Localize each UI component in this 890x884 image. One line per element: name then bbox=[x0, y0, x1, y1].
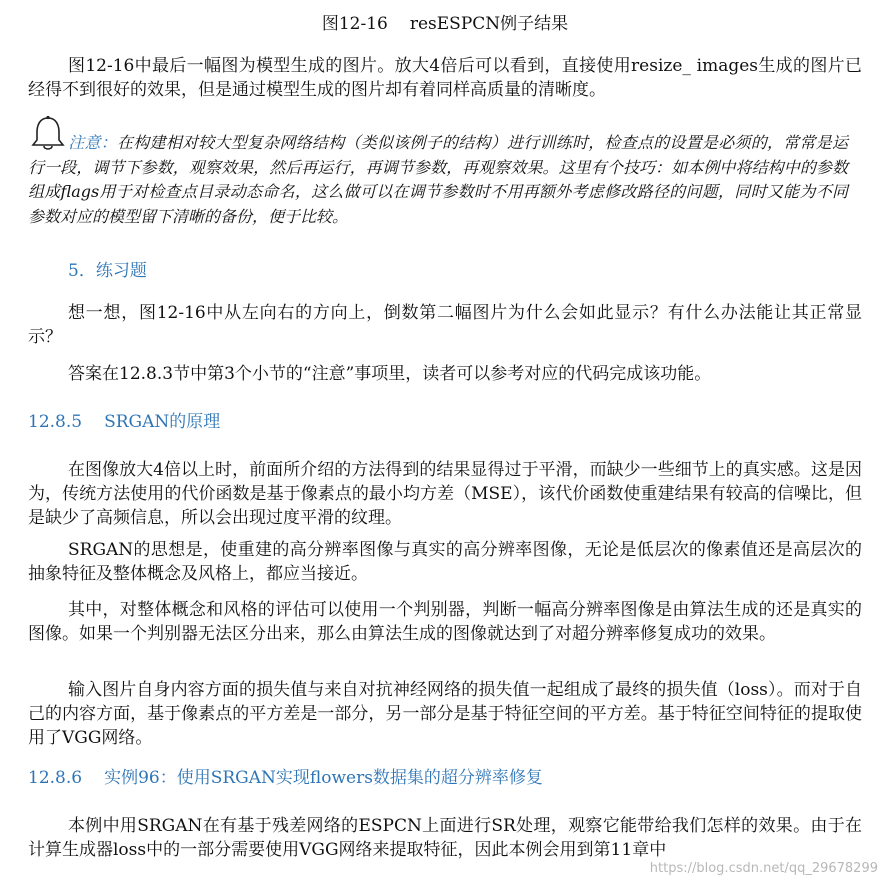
section-number: 12.8.6 bbox=[28, 768, 83, 788]
paragraph-srgan-motivation: 在图像放大4倍以上时，前面所介绍的方法得到的结果显得过于平滑，而缺少一些细节上的真实感。这是因为，传统方法使用的代价函数是基于像素点的最小均方差（MSE），该代价函数使重建结果有较高的信噪比，但是缺少了高频信息，所以会出现过度平滑的纹理。 bbox=[28, 460, 862, 528]
paragraph-loss: 输入图片自身内容方面的损失值与来自对抗神经网络的损失值一起组成了最终的损失值（loss）。而对于自己的内容方面，基于像素点的平方差是一部分，另一部分是基于特征空间的平方差。基于特征空间特征的提取使用了VGG网络。 bbox=[28, 680, 862, 748]
section-heading-example96 bbox=[28, 766, 543, 790]
exercise-heading: 5．练习题 bbox=[68, 261, 147, 281]
paragraph-discriminator: 其中，对整体概念和风格的评估可以使用一个判别器，判断一幅高分辨率图像是由算法生成的还是真实的图像。如果一个判别器无法区分出来，那么由算法生成的图像就达到了对超分辨率修复成功的效果。 bbox=[28, 600, 862, 644]
section-title: SRGAN的原理 bbox=[104, 412, 221, 432]
note-box bbox=[28, 114, 848, 229]
paragraph-example96-intro: 本例中用SRGAN在有基于残差网络的ESPCN上面进行SR处理，观察它能带给我们怎样的效果。由于在计算生成器loss中的一部分需要使用VGG网络来提取特征，因此本例会用到第11章中 bbox=[28, 816, 862, 860]
paragraph-srgan-idea: SRGAN的思想是，使重建的高分辨率图像与真实的高分辨率图像，无论是低层次的像素值还是高层次的抽象特征及整体概念及风格上，都应当接近。 bbox=[28, 540, 862, 584]
section-title: 实例96：使用SRGAN实现flowers数据集的超分辨率修复 bbox=[104, 768, 543, 788]
section-heading-srgan-principle bbox=[28, 410, 220, 434]
note-label: 注意： bbox=[68, 133, 117, 152]
watermark: https://blog.csdn.net/qq_29678299 bbox=[649, 861, 878, 876]
figure-number: 图12-16 bbox=[321, 14, 388, 34]
paragraph-exercise-question: 想一想，图12-16中从左向右的方向上，倒数第二幅图片为什么会如此显示？有什么办法能让其正常显示？ bbox=[28, 303, 862, 347]
figure-caption bbox=[0, 12, 890, 36]
paragraph-result-description: 图12-16中最后一幅图为模型生成的图片。放大4倍后可以看到，直接使用resize_ images生成的图片已经得不到很好的效果，但是通过模型生成的图片却有着同样高质量的清晰度。 bbox=[28, 56, 862, 100]
bell-icon bbox=[28, 114, 68, 154]
section-number: 12.8.5 bbox=[28, 412, 83, 432]
note-text: 在构建相对较大型复杂网络结构（类似该例子的结构）进行训练时，检查点的设置是必须的，常常是运行一段，调节下参数，观察效果，然后再运行，再调节参数，再观察效果。这里有个技巧：如本例中将结构中的参数组成flags用于对检查点目录动态命名，这么做可以在调节参数时不用再额外考虑修改路径的问题，同时又能为不同参数对应的模型留下清晰的备份，便于比较。 bbox=[28, 133, 848, 226]
paragraph-exercise-answer: 答案在12.8.3节中第3个小节的“注意”事项里，读者可以参考对应的代码完成该功能。 bbox=[68, 364, 712, 384]
figure-title: resESPCN例子结果 bbox=[409, 14, 569, 34]
